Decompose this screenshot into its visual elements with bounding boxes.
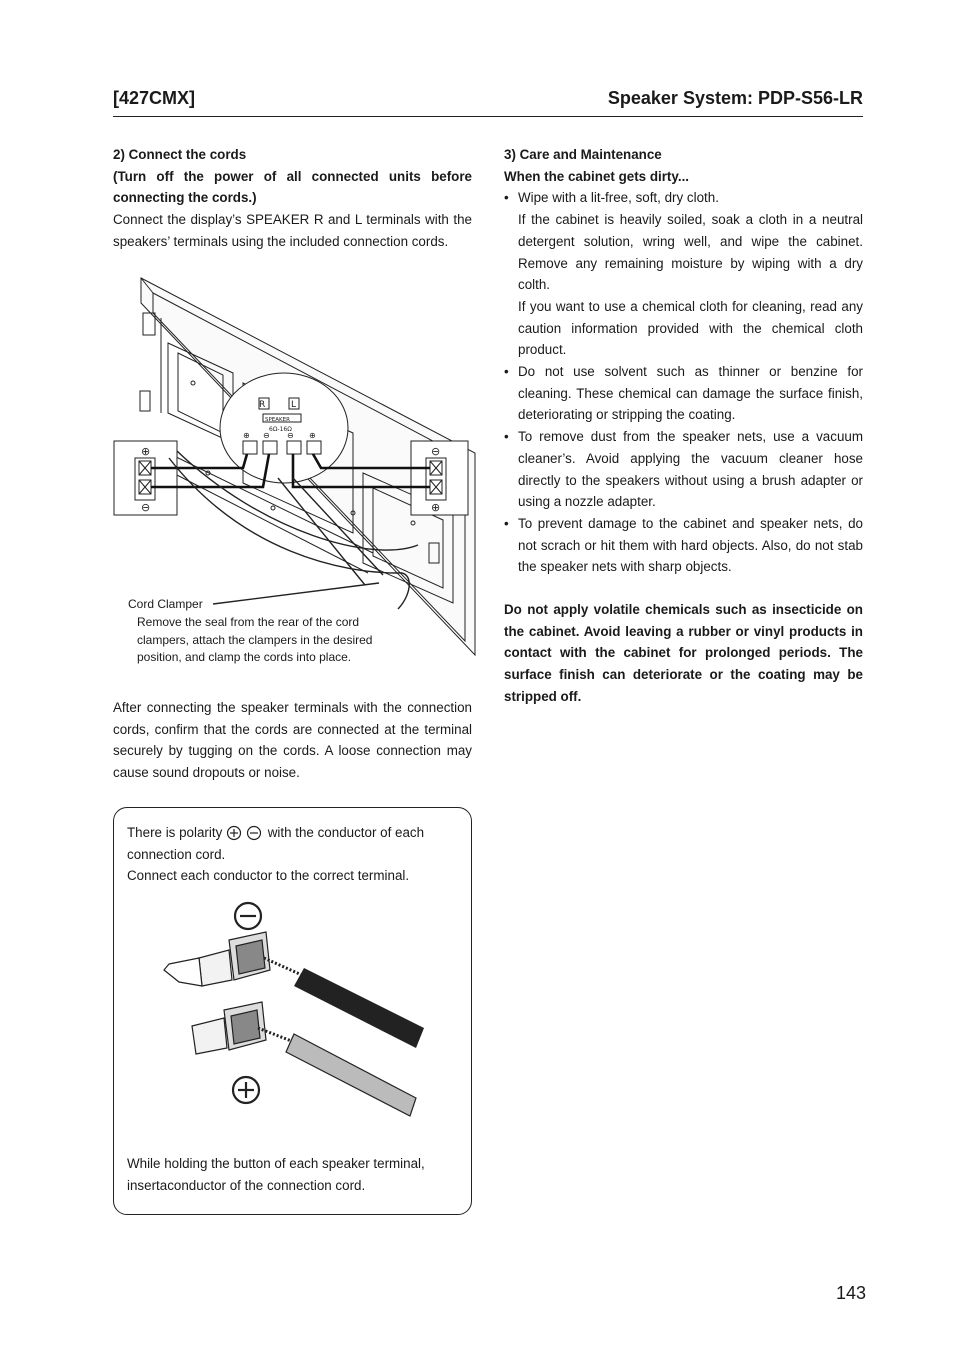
terminal-l-label: L	[291, 400, 297, 410]
list-item: • Do not use solvent such as thinner or benzine for cleaning. These chemical can damage the surface finish, deteriorating or stripping the coating.	[504, 364, 863, 423]
care-bullet-list	[504, 187, 863, 578]
left-column	[113, 144, 472, 253]
volatile-chemicals-warning: Do not apply volatile chemicals such as insecticide on the cabinet. Avoid leaving a rubber or vinyl products in contact with the cabinet for prolonged periods. The surface finish can deteriorate or the coating may be stripped off.	[504, 602, 863, 704]
header-section-title: Speaker System: PDP-S56-LR	[607, 88, 863, 108]
polarity-note-bottom: While holding the button of each speaker terminal, insertaconductor of the connection cord.	[127, 1156, 425, 1193]
conductor-insertion-illustration	[154, 898, 434, 1143]
care-maintenance-title: 3) Care and Maintenance	[504, 147, 662, 162]
cabinet-dirty-subtitle: When the cabinet gets dirty...	[504, 168, 690, 184]
connect-cords-intro: Connect the display’s SPEAKER R and L terminals with the speakers’ terminals using the included connection cords.	[113, 212, 472, 249]
connect-cords-title: 2) Connect the cords	[113, 147, 247, 162]
terminal-speaker-label: SPEAKER	[265, 417, 290, 423]
terminal-r-label: R	[259, 400, 266, 410]
polarity-plus-minus-icon	[226, 825, 264, 841]
left-minus-icon: ⊖	[141, 501, 151, 514]
polarity-line2: Connect each conductor to the correct terminal.	[127, 868, 410, 883]
right-column	[504, 144, 863, 708]
power-off-warning: (Turn off the power of all connected units before connecting the cords.)	[113, 168, 472, 206]
header-rule	[113, 116, 863, 117]
list-item: • Wipe with a lit-free, soft, dry cloth. If the cabinet is heavily soiled, soak a cloth in a neutral detergent solution, wring well, and wipe the cabinet. Remove any remaining moisture by wiping with a dry colth. If you want to use a chemical cloth for cleaning, read any caution information provided with the chemical cloth product.	[504, 187, 863, 361]
terminal-minus-icon: ⊖	[263, 431, 270, 440]
cord-clamper-label: Cord Clamper	[128, 597, 203, 611]
page-number: 143	[835, 1283, 866, 1303]
polarity-text-before: There is polarity	[127, 825, 223, 840]
cord-clamper-description: Remove the seal from the rear of the cord clampers, attach the clampers in the desired position, and clamp the cords into place.	[137, 615, 373, 664]
header-model: [427CMX]	[113, 88, 196, 108]
list-item-sub: If you want to use a chemical cloth for cleaning, read any caution information provided with the chemical cloth product.	[518, 298, 863, 358]
right-minus-icon: ⊖	[431, 445, 441, 458]
polarity-note-box	[113, 807, 472, 1215]
polarity-note-text	[127, 822, 459, 887]
terminal-plus-icon: ⊕	[243, 431, 250, 440]
list-item: • To remove dust from the speaker nets, use a vacuum cleaner’s. Avoid applying the vacuum cleaner hose directly to the speakers without using a brush adapter or using a nozzle adapter.	[504, 429, 863, 510]
right-plus-icon: ⊕	[431, 501, 441, 514]
list-item-sub: If the cabinet is heavily soiled, soak a cloth in a neutral detergent solution, wring well, and wipe the cabinet. Remove any remaining moisture by wiping with a dry colth.	[518, 212, 863, 293]
polarity-text-after: with the conductor of each connection cord.	[127, 825, 425, 862]
terminal-ohm-label: 6Ω-16Ω	[269, 426, 292, 433]
after-connecting-paragraph: After connecting the speaker terminals with the connection cords, confirm that the cords are connected at the terminal securely by tugging on the cords. A loose connection may cause sound dropouts or noise.	[113, 700, 472, 781]
terminal-plus-icon: ⊕	[309, 431, 316, 440]
terminal-minus-icon: ⊖	[287, 431, 294, 440]
list-item: • To prevent damage to the cabinet and speaker nets, do not scrach or hit them with hard objects. Also, do not stab the speaker nets with sharp objects.	[504, 515, 863, 575]
left-plus-icon: ⊕	[141, 445, 151, 458]
